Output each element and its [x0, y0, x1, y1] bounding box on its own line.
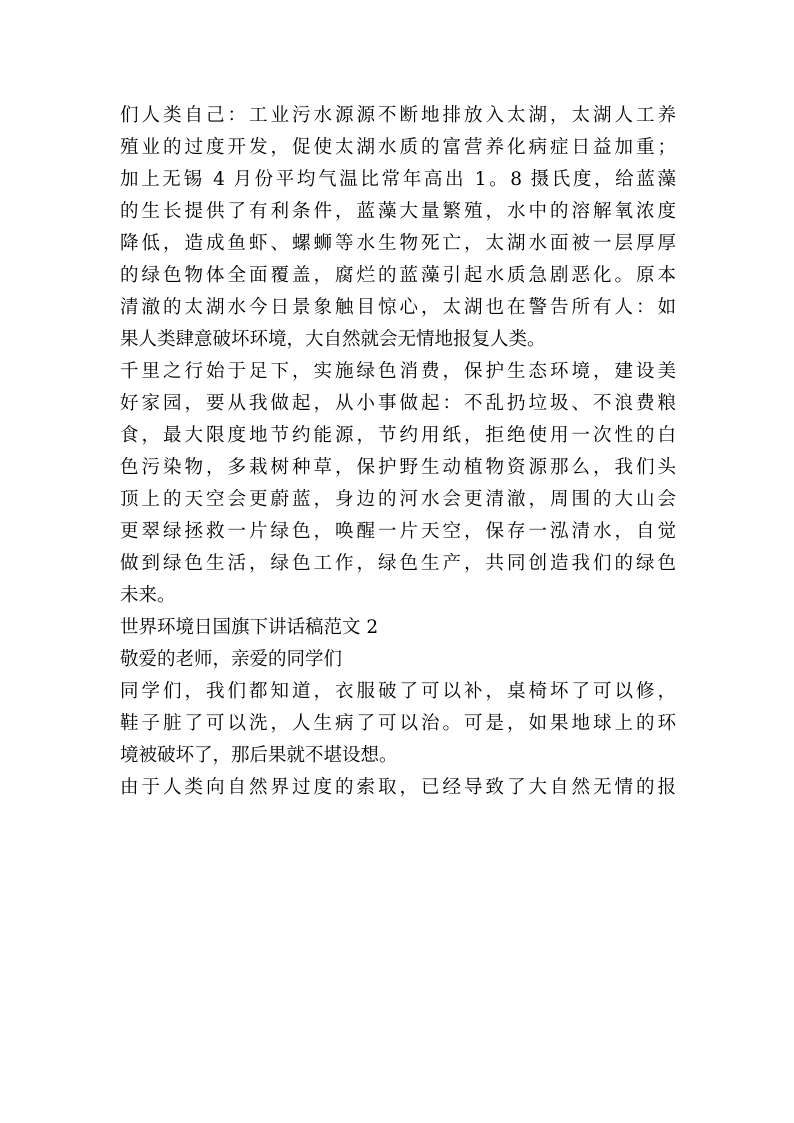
document-body — [120, 100, 676, 804]
text-line: 的生长提供了有利条件，蓝藻大量繁殖，水中的溶解氧浓度 — [120, 201, 676, 222]
text-line: 加上无锡 4 月份平均气温比常年高出 1。8 摄氏度，给蓝藻 — [120, 169, 676, 190]
text-line: 境被破坏了，那后果就不堪设想。 — [120, 745, 398, 766]
text-line: 食，最大限度地节约能源，节约用纸，拒绝使用一次性的白 — [120, 425, 676, 446]
text-line: 殖业的过度开发，促使太湖水质的富营养化病症日益加重； — [120, 137, 676, 158]
text-line: 敬爱的老师，亲爱的同学们 — [120, 649, 343, 670]
text-line: 果人类肆意破坏环境，大自然就会无情地报复人类。 — [120, 329, 546, 350]
text-line: 好家园，要从我做起，从小事做起：不乱扔垃圾、不浪费粮 — [120, 393, 676, 414]
text-line: 色污染物，多栽树种草，保护野生动植物资源那么，我们头 — [120, 457, 676, 478]
text-line: 更翠绿拯救一片绿色，唤醒一片天空，保存一泓清水，自觉 — [120, 521, 676, 542]
text-line: 未来。 — [120, 585, 176, 606]
text-line: 世界环境日国旗下讲话稿范文 2 — [120, 617, 379, 638]
text-line: 做到绿色生活，绿色工作，绿色生产，共同创造我们的绿色 — [120, 553, 676, 574]
text-line: 清澈的太湖水今日景象触目惊心，太湖也在警告所有人：如 — [120, 297, 676, 318]
text-line: 顶上的天空会更蔚蓝，身边的河水会更清澈，周围的大山会 — [120, 489, 676, 510]
text-line: 由于人类向自然界过度的索取，已经导致了大自然无情的报 — [120, 777, 676, 798]
text-line: 鞋子脏了可以洗，人生病了可以治。可是，如果地球上的环 — [120, 713, 676, 734]
text-line: 们人类自己：工业污水源源不断地排放入太湖，太湖人工养 — [120, 105, 676, 126]
text-line: 降低，造成鱼虾、螺蛳等水生物死亡，太湖水面被一层厚厚 — [120, 233, 676, 254]
text-line: 的绿色物体全面覆盖，腐烂的蓝藻引起水质急剧恶化。原本 — [120, 265, 676, 286]
text-line: 同学们，我们都知道，衣服破了可以补，桌椅坏了可以修， — [120, 681, 676, 702]
text-line: 千里之行始于足下，实施绿色消费，保护生态环境，建设美 — [120, 361, 676, 382]
